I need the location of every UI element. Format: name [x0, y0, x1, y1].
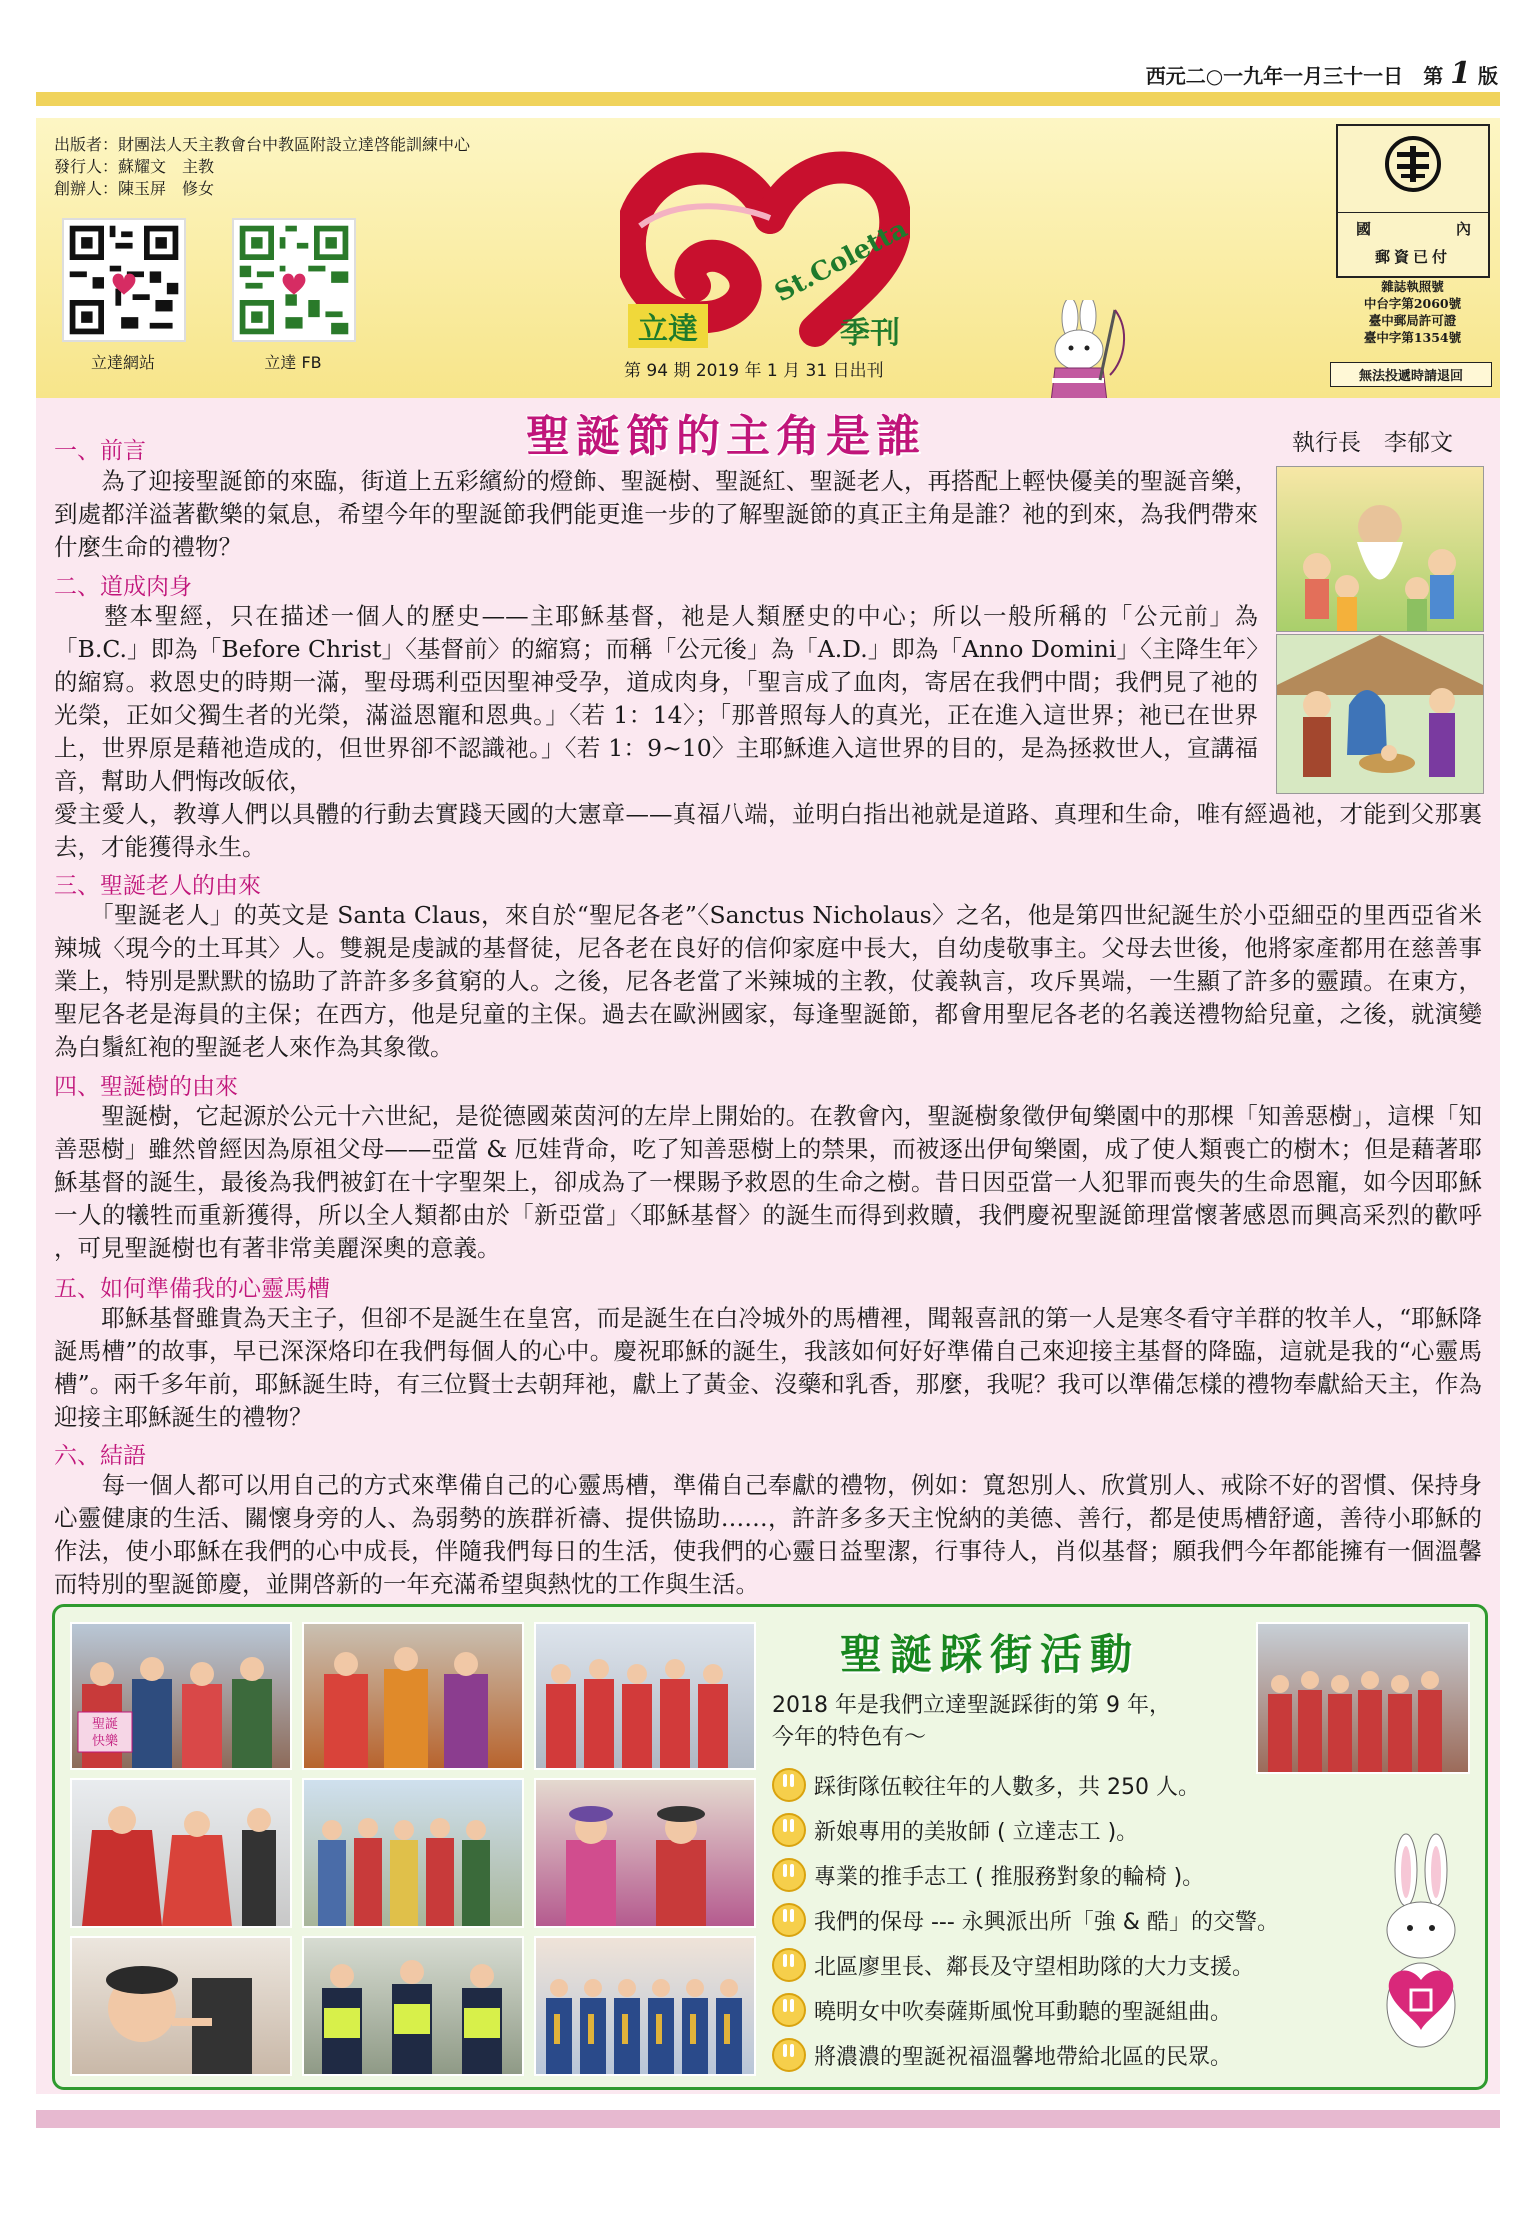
bunny-bullet-icon [772, 2038, 806, 2072]
facebook-qr-code[interactable] [232, 218, 356, 342]
section-heading-intro: 一、前言 [54, 438, 146, 464]
street-walkers-image [304, 1780, 522, 1926]
issuer-line: 發行人：蘇耀文 主教 [54, 157, 215, 176]
parade-feature-text: 將濃濃的聖誕祝福溫馨地帶給北區的民眾。 [814, 2044, 1233, 2070]
bunny-bullet-icon [772, 1813, 806, 1847]
nativity-illustration-2 [1276, 634, 1484, 794]
postal-permit-info [1330, 278, 1495, 346]
postage-domestic-left: 國 [1356, 220, 1372, 238]
section-paragraph-conclusion: 每一個人都可以用自己的方式來準備自己的心靈馬槽，準備自己奉獻的禮物，例如：寬恕別人、欣賞別人、戒除不好的習慣、保持身心靈健康的生活、關懷身旁的人、為弱勢的族群祈禱、提供協助……，許許多多天主悅納的美德、善行，都是使馬槽舒適，善待小耶穌的作法，使小耶穌在我們的心中成長，伴隨我們每日的生活，使我們的心靈日益聖潔，行事待人，肖似基督；願我們今年都能擁有一個溫馨而特別的聖誕節慶，並開啓新的一年充滿希望與熱忱的工作與生活。 [54, 1471, 1482, 1598]
section-paragraph-incarnation: 整本聖經，只在描述一個人的歷史——主耶穌基督，祂是人類歷史的中心；所以一般所稱的「公元前」為「B.C.」即為「Before Christ」〈基督前〉的縮寫；而稱「公元後」為「A.D.」即為「Anno Domini」〈主降生年〉的縮寫。救恩史的時期一滿，聖母瑪利亞因聖神受孕，道成肉身，「聖言成了血肉，寄居在我們中間；我們見了祂的光榮，正如父獨生者的光榮，滿溢恩寵和恩典。」〈若 1：14〉；「那普照每人的真光，正在進入這世界；祂已在世界上，世界原是藉祂造成的，但世界卻不認識祂。」〈若 1：9~10〉主耶穌進入這世界的目的，是為拯救世人，宣講福音，幫助人們悔改皈依， [54, 602, 1258, 795]
logo-name-right: 季刊 [840, 316, 900, 351]
parade-photo [70, 1936, 292, 2076]
article-title: 聖誕節的主角是誰 [526, 411, 926, 462]
parade-feature-item [772, 1948, 1254, 1982]
publisher-line: 出版者：財團法人天主教會台中教區附設立達啓能訓練中心 [54, 135, 471, 154]
bunny-bullet-icon [772, 1948, 806, 1982]
publisher-info [54, 134, 470, 200]
section-paragraph-santa: 「聖誕老人」的英文是 Santa Claus，來自於“聖尼各老”〈Sanctus Nicholaus〉之名，他是第四世紀誕生於小亞細亞的里西亞省米辣城〈現今的土耳其〉人。雙親是虔誠的基督徒，尼各老在良好的信仰家庭中長大，自幼虔敬事主。父母去世後，他將家產都用在慈善事業上，特別是默默的協助了許許多多貧窮的人。之後，尼各老當了米辣城的主教，仗義執言，攻斥異端，一生顯了許多的靈蹟。在東方，聖尼各老是海員的主保；在西方，他是兒童的主保。過去在歐洲國家，每逢聖誕節，都會用聖尼各老的名義送禮物給兒童，之後，就演變為白鬚紅袍的聖誕老人來作為其象徵。 [54, 901, 1482, 1061]
issue-number: 第 94 期 2019 年 1 月 31 日出刊 [624, 361, 884, 381]
sign-text: 聖誕 [91, 1717, 119, 1732]
parade-feature-item [772, 1768, 1200, 1802]
section-heading-tree: 四、聖誕樹的由來 [54, 1074, 238, 1100]
parade-photo [534, 1778, 756, 1928]
parade-feature-text: 我們的保母 --- 永興派出所「強 & 酷」的交警。 [814, 1909, 1279, 1935]
logo-name-left: 立達 [628, 304, 708, 348]
parade-crowd-photo [1256, 1622, 1470, 1774]
parade-photo [302, 1936, 524, 2076]
section-paragraph-incarnation-cont: 愛主愛人，教導人們以具體的行動去實踐天國的大憲章——真福八端，並明白指出祂就是道路、真理和生命，唯有經過祂，才能到父那裏去，才能獲得永生。 [54, 800, 1482, 861]
parade-crowd-image [1258, 1624, 1468, 1772]
bunny-bullet-icon [772, 1993, 806, 2027]
facebook-qr-label: 立達 FB [264, 353, 322, 372]
bunny-bullet-icon [772, 1768, 806, 1802]
makeup-artist-image [72, 1938, 290, 2074]
parade-feature-text: 新娘專用的美妝師 ( 立達志工 )。 [814, 1819, 1139, 1845]
article-author: 執行長 李郁文 [1292, 430, 1453, 456]
st-coletta-logo [620, 126, 913, 366]
permit-line: 臺中郵局許可證 [1368, 313, 1457, 328]
parade-feature-item [772, 1993, 1232, 2027]
parade-feature-text: 曉明女中吹奏薩斯風悅耳動聽的聖誕組曲。 [814, 1999, 1233, 2025]
website-qr-code[interactable] [62, 218, 186, 342]
saxophone-band-image [536, 1938, 754, 2074]
bottom-pink-stripe [36, 2110, 1500, 2128]
parade-photo [302, 1778, 524, 1928]
permit-line: 臺中字第1354號 [1363, 330, 1462, 345]
parade-intro-line: 2018 年是我們立達聖誕踩街的第 9 年， [772, 1693, 1171, 1718]
founder-line: 創辦人：陳玉屏 修女 [54, 179, 215, 198]
bunny-mascot-icon [1366, 1830, 1476, 2060]
parade-intro [772, 1690, 1171, 1754]
parade-feature-text: 專業的推手志工 ( 推服務對象的輪椅 )。 [814, 1864, 1205, 1890]
postal-emblem-icon [1383, 134, 1443, 194]
nativity-illustration-1 [1276, 466, 1484, 632]
parade-feature-item [772, 2038, 1232, 2072]
parade-title: 聖誕踩街活動 [840, 1630, 1141, 1679]
jesus-with-children-image [1277, 467, 1483, 631]
parade-photo [302, 1622, 524, 1770]
page-suffix: 版 [1478, 64, 1498, 88]
group-in-red-image [536, 1624, 754, 1768]
parade-feature-text: 北區廖里長、鄰長及守望相助隊的大力支援。 [814, 1954, 1255, 1980]
parade-photo [534, 1622, 756, 1770]
parade-feature-item [772, 1813, 1138, 1847]
permit-line: 雜誌執照號 [1381, 279, 1444, 294]
page-prefix: 第 [1423, 64, 1444, 88]
section-heading-conclusion: 六、結語 [54, 1443, 146, 1469]
website-qr-label: 立達網站 [90, 353, 155, 372]
permit-line: 中台字第2060號 [1363, 296, 1462, 311]
logo-script-name: St.Coletta [770, 213, 913, 309]
sign-text: 快樂 [91, 1734, 119, 1749]
section-paragraph-intro: 為了迎接聖誕節的來臨，街道上五彩繽紛的燈飾、聖誕樹、聖誕紅、聖誕老人，再搭配上輕快優美的聖誕音樂，到處都洋溢著歡樂的氣息，希望今年的聖誕節我們能更進一步的了解聖誕節的真正主角是誰？祂的到來，為我們帶來什麼生命的禮物？ [54, 467, 1258, 561]
issue-date-line [1146, 56, 1498, 91]
traffic-police-image [304, 1938, 522, 2074]
costumed-kings-image [304, 1624, 522, 1768]
manger-scene-image [1277, 635, 1483, 793]
section-paragraph-manger: 耶穌基督雖貴為天主子，但卻不是誕生在皇宮，而是誕生在白冷城外的馬槽裡，聞報喜訊的第一人是寒冬看守羊群的牧羊人，“耶穌降誕馬槽”的故事，早已深深烙印在我們每個人的心中。慶祝耶穌的誕生，我該如何好好準備自己來迎接主基督的降臨，這就是我的“心靈馬槽”。兩千多年前，耶穌誕生時，有三位賢士去朝拜祂，獻上了黃金、沒藥和乳香，那麼，我呢？我可以準備怎樣的禮物奉獻給天主，作為迎接主耶穌誕生的禮物？ [54, 1304, 1482, 1431]
parade-people-image [72, 1624, 290, 1768]
section-heading-santa: 三、聖誕老人的由來 [54, 873, 261, 899]
page-number: 1 [1450, 56, 1472, 91]
return-notice: 無法投遞時請退回 [1330, 362, 1492, 387]
qr-code-icon [234, 220, 354, 340]
parade-intro-line: 今年的特色有～ [772, 1725, 927, 1750]
bunny-bullet-icon [772, 1903, 806, 1937]
bunny-bullet-icon [772, 1858, 806, 1892]
parade-photo [534, 1936, 756, 2076]
qr-code-icon [64, 220, 184, 340]
section-heading-manger: 五、如何準備我的心靈馬槽 [54, 1276, 330, 1302]
parade-feature-text: 踩街隊伍較往年的人數多，共 250 人。 [814, 1774, 1200, 1800]
parade-photo [70, 1622, 292, 1770]
parade-photo [70, 1778, 292, 1928]
issue-date: 西元二○一九年一月三十一日 [1145, 64, 1404, 88]
parade-feature-item [772, 1903, 1279, 1937]
top-gold-stripe [36, 92, 1500, 106]
section-heading-incarnation: 二、道成肉身 [54, 574, 192, 600]
smiling-participants-image [536, 1780, 754, 1926]
postage-paid-label: 郵資已付 [1374, 248, 1451, 266]
parade-feature-item [772, 1858, 1204, 1892]
santa-costumes-image [72, 1780, 290, 1926]
bunny-heart-mascot [1366, 1830, 1476, 2060]
section-paragraph-tree: 聖誕樹，它起源於公元十六世紀，是從德國萊茵河的左岸上開始的。在教會內，聖誕樹象徵伊甸樂園中的那棵「知善惡樹」，這棵「知善惡樹」雖然曾經因為原祖父母——亞當 & 厄娃背命，吃了知善惡樹上的禁果，而被逐出伊甸樂園，成了使人類喪亡的樹木；但是藉著耶穌基督的誕生，最後為我們被釘在十字聖架上，卻成為了一棵賜予救恩的生命之樹。昔日因亞當一人犯罪而喪失的生命恩寵，如今因耶穌一人的犧牲而重新獲得，所以全人類都由於「新亞當」〈耶穌基督〉的誕生而得到救贖，我們慶祝聖誕節理當懷著感恩而興高采烈的歡呼 ，可見聖誕樹也有著非常美麗深奧的意義。 [54, 1102, 1482, 1262]
postage-domestic-right: 內 [1456, 220, 1472, 238]
postage-paid-stamp [1336, 124, 1490, 278]
